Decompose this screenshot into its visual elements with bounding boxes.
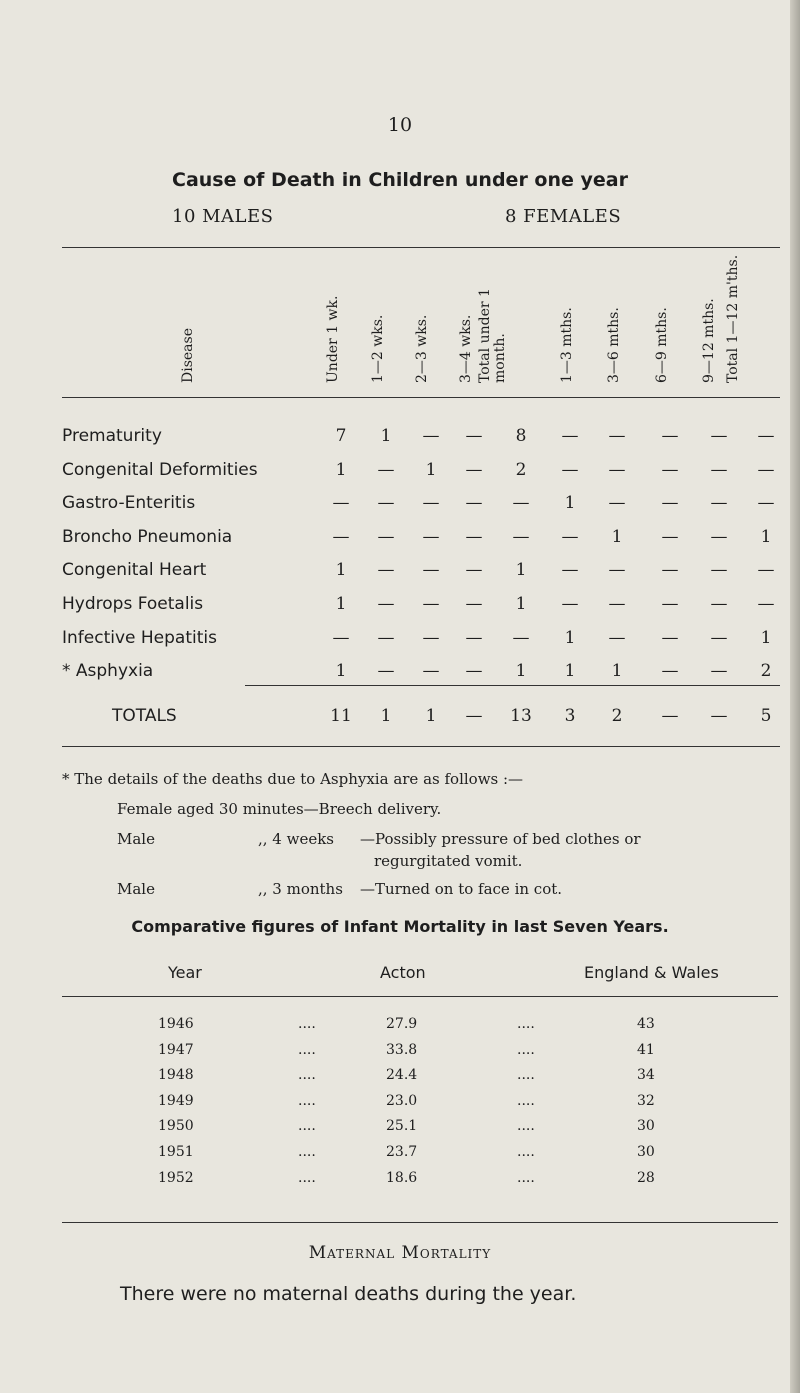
comp-leader-dots: .... [517, 1093, 535, 1109]
disease-cell: — [661, 628, 679, 648]
col-header-3-6mths: 3—6 mths. [606, 307, 622, 383]
disease-cell: 1 [564, 661, 576, 681]
comp-leader-dots: .... [517, 1067, 535, 1083]
disease-cell: — [757, 426, 775, 446]
disease-cell: — [422, 527, 440, 547]
comp-acton-value: 24.4 [386, 1067, 418, 1083]
disease-cell: 8 [515, 426, 527, 446]
comp-header-year: Year [168, 963, 202, 982]
comp-bottom-rule [62, 1222, 778, 1223]
disease-cell: 1 [515, 560, 527, 580]
disease-cell: 1 [335, 594, 347, 614]
disease-cell: — [422, 560, 440, 580]
disease-cell: — [377, 460, 395, 480]
asphyxia-note-line3-age: ,, 3 months [258, 880, 343, 898]
asphyxia-note-intro: * The details of the deaths due to Asphyxia are as follows :— [62, 770, 524, 788]
table-bottom-rule [62, 746, 780, 747]
disease-name: Infective Hepatitis [62, 628, 217, 648]
asphyxia-note-line2-cont: regurgitated vomit. [374, 852, 523, 870]
totals-cell: 2 [611, 706, 623, 726]
comp-year: 1951 [158, 1144, 194, 1160]
comp-leader-dots: .... [517, 1144, 535, 1160]
disease-cell: — [422, 661, 440, 681]
disease-cell: — [465, 661, 483, 681]
disease-cell: — [561, 527, 579, 547]
totals-cell: 3 [564, 706, 576, 726]
disease-cell: — [710, 628, 728, 648]
disease-cell: 1 [515, 661, 527, 681]
disease-cell: — [465, 628, 483, 648]
comp-leader-dots: .... [298, 1118, 316, 1134]
disease-cell: — [661, 594, 679, 614]
disease-cell: 1 [760, 628, 772, 648]
disease-cell: 1 [611, 661, 623, 681]
totals-label: TOTALS [112, 706, 177, 726]
comparative-title: Comparative figures of Infant Mortality in last Seven Years. [131, 917, 669, 936]
disease-cell: — [710, 426, 728, 446]
comp-england-wales-value: 28 [637, 1170, 655, 1186]
comp-england-wales-value: 32 [637, 1093, 655, 1109]
col-header-6-9mths: 6—9 mths. [654, 307, 670, 383]
comp-england-wales-value: 30 [637, 1118, 655, 1134]
col-header-3-4wks: 3—4 wks. [458, 314, 474, 383]
comp-leader-dots: .... [517, 1016, 535, 1032]
maternal-mortality-text: There were no maternal deaths during the year. [120, 1283, 577, 1305]
totals-top-rule [245, 685, 780, 686]
disease-cell: 1 [335, 560, 347, 580]
col-header-under-1wk: Under 1 wk. [325, 295, 341, 383]
disease-name: Congenital Heart [62, 560, 207, 580]
disease-cell: — [757, 493, 775, 513]
comp-england-wales-value: 41 [637, 1042, 655, 1058]
comp-acton-value: 23.7 [386, 1144, 418, 1160]
comp-year: 1947 [158, 1042, 194, 1058]
disease-cell: — [377, 527, 395, 547]
disease-cell: — [757, 594, 775, 614]
disease-cell: 1 [425, 460, 437, 480]
comp-acton-value: 33.8 [386, 1042, 418, 1058]
asphyxia-note-line2-cause: —Possibly pressure of bed clothes or [360, 830, 641, 848]
disease-cell: — [608, 628, 626, 648]
totals-cell: 13 [510, 706, 532, 726]
comp-acton-value: 23.0 [386, 1093, 418, 1109]
disease-cell: — [561, 560, 579, 580]
disease-cell: — [757, 460, 775, 480]
disease-cell: — [757, 560, 775, 580]
comp-leader-dots: .... [298, 1016, 316, 1032]
disease-cell: — [561, 426, 579, 446]
col-header-disease: Disease [180, 328, 196, 383]
comp-header-england-wales: England & Wales [584, 963, 719, 982]
col-header-9-12mths: 9—12 mths. [701, 298, 717, 383]
disease-cell: 1 [760, 527, 772, 547]
disease-cell: — [661, 460, 679, 480]
disease-cell: — [377, 594, 395, 614]
disease-cell: — [377, 628, 395, 648]
disease-cell: — [377, 560, 395, 580]
disease-cell: — [377, 493, 395, 513]
disease-cell: — [332, 628, 350, 648]
comp-england-wales-value: 43 [637, 1016, 655, 1032]
disease-cell: — [710, 493, 728, 513]
disease-name: Broncho Pneumonia [62, 527, 233, 547]
comp-leader-dots: .... [298, 1093, 316, 1109]
comp-header-rule [62, 996, 778, 997]
disease-cell: — [512, 493, 530, 513]
disease-cell: 1 [335, 460, 347, 480]
totals-cell: 1 [380, 706, 392, 726]
males-count: 10 MALES [172, 206, 274, 227]
col-header-1-2wks: 1—2 wks. [370, 314, 386, 383]
comp-leader-dots: .... [298, 1067, 316, 1083]
comp-leader-dots: .... [517, 1118, 535, 1134]
disease-cell: — [465, 460, 483, 480]
disease-name: Congenital Deformities [62, 460, 258, 480]
disease-cell: 1 [515, 594, 527, 614]
disease-cell: — [512, 527, 530, 547]
disease-cell: — [608, 426, 626, 446]
comp-leader-dots: .... [517, 1042, 535, 1058]
disease-cell: 1 [611, 527, 623, 547]
totals-cell: 1 [425, 706, 437, 726]
col-header-2-3wks: 2—3 wks. [414, 314, 430, 383]
disease-cell: — [561, 460, 579, 480]
comp-year: 1946 [158, 1016, 194, 1032]
disease-cell: — [465, 560, 483, 580]
asphyxia-note-line3-cause: —Turned on to face in cot. [360, 880, 563, 898]
header-bottom-rule [62, 397, 780, 398]
disease-cell: — [608, 560, 626, 580]
comp-england-wales-value: 34 [637, 1067, 655, 1083]
disease-cell: — [608, 594, 626, 614]
females-count: 8 FEMALES [505, 206, 622, 227]
disease-cell: — [332, 527, 350, 547]
table-top-rule [62, 247, 780, 248]
disease-cell: 1 [564, 628, 576, 648]
comp-acton-value: 25.1 [386, 1118, 418, 1134]
disease-cell: — [465, 493, 483, 513]
disease-cell: — [661, 493, 679, 513]
totals-cell: 11 [330, 706, 352, 726]
disease-cell: — [661, 527, 679, 547]
disease-cell: — [710, 527, 728, 547]
disease-name: * Asphyxia [62, 661, 154, 681]
disease-cell: — [377, 661, 395, 681]
comp-year: 1952 [158, 1170, 194, 1186]
disease-cell: — [465, 594, 483, 614]
comp-leader-dots: .... [298, 1170, 316, 1186]
asphyxia-note-line2-age: ,, 4 weeks [258, 830, 334, 848]
asphyxia-note-line1: Female aged 30 minutes—Breech delivery. [117, 800, 442, 818]
disease-cell: — [422, 426, 440, 446]
totals-cell: — [710, 706, 728, 726]
comp-header-acton: Acton [380, 963, 426, 982]
disease-cell: — [561, 594, 579, 614]
disease-cell: — [608, 493, 626, 513]
maternal-mortality-heading: Maternal Mortality [308, 1243, 492, 1263]
comp-leader-dots: .... [298, 1144, 316, 1160]
totals-cell: — [661, 706, 679, 726]
comp-leader-dots: .... [517, 1170, 535, 1186]
comp-year: 1948 [158, 1067, 194, 1083]
disease-cell: — [422, 493, 440, 513]
disease-cell: 1 [564, 493, 576, 513]
page-number: 10 [387, 114, 413, 136]
col-header-total-under-1month: Total under 1 month. [477, 288, 508, 383]
disease-name: Gastro-Enteritis [62, 493, 196, 513]
disease-cell: 1 [335, 661, 347, 681]
disease-cell: — [710, 594, 728, 614]
disease-cell: — [710, 560, 728, 580]
comp-acton-value: 27.9 [386, 1016, 418, 1032]
col-header-total-1-12mths: Total 1—12 m'ths. [725, 254, 741, 383]
disease-name: Hydrops Foetalis [62, 594, 204, 614]
comp-year: 1950 [158, 1118, 194, 1134]
disease-cell: — [422, 594, 440, 614]
disease-cell: — [332, 493, 350, 513]
totals-cell: — [465, 706, 483, 726]
asphyxia-note-line2-subject: Male [117, 830, 155, 848]
disease-cell: 7 [335, 426, 347, 446]
disease-cell: — [422, 628, 440, 648]
comp-year: 1949 [158, 1093, 194, 1109]
page-edge-shadow [790, 0, 800, 1393]
disease-cell: 2 [760, 661, 772, 681]
comp-leader-dots: .... [298, 1042, 316, 1058]
disease-cell: — [465, 527, 483, 547]
disease-cell: — [661, 560, 679, 580]
disease-cell: — [661, 661, 679, 681]
disease-cell: — [710, 460, 728, 480]
asphyxia-note-line3-subject: Male [117, 880, 155, 898]
comp-england-wales-value: 30 [637, 1144, 655, 1160]
disease-cell: — [661, 426, 679, 446]
disease-cell: 2 [515, 460, 527, 480]
col-header-1-3mths: 1—3 mths. [559, 307, 575, 383]
disease-cell: 1 [380, 426, 392, 446]
table-title: Cause of Death in Children under one year [172, 169, 628, 191]
totals-cell: 5 [760, 706, 772, 726]
disease-cell: — [608, 460, 626, 480]
disease-name: Prematurity [62, 426, 162, 446]
comp-acton-value: 18.6 [386, 1170, 418, 1186]
disease-cell: — [512, 628, 530, 648]
disease-cell: — [710, 661, 728, 681]
disease-cell: — [465, 426, 483, 446]
